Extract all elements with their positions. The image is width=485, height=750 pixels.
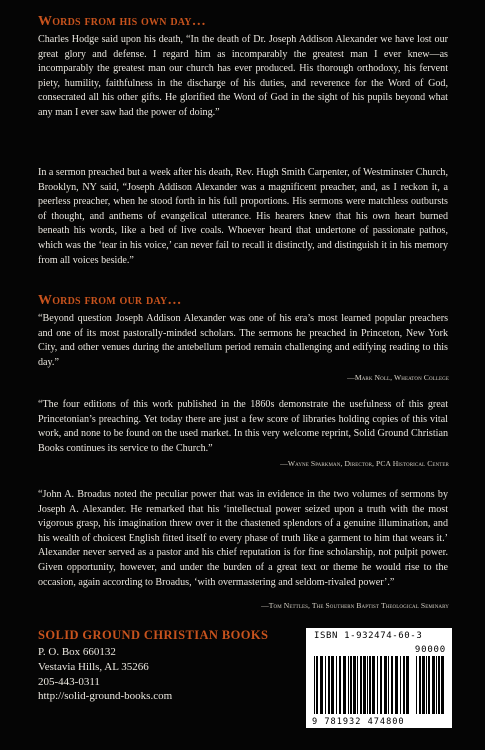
attribution-mark-noll: —Mark Noll, Wheaton College bbox=[347, 373, 449, 382]
publisher-name: SOLID GROUND CHRISTIAN BOOKS bbox=[38, 628, 269, 642]
attribution-tom-nettles: —Tom Nettles, The Southern Baptist Theological Seminary bbox=[261, 601, 449, 610]
barcode-addon-bars-icon bbox=[416, 656, 446, 714]
quote-hugh-carpenter: In a sermon preached but a week after his death, Rev. Hugh Smith Carpenter, of Westminster Church, Brooklyn, NY said, “Joseph Addison Alexander was a magnificent preacher, and, as I reckon it, a peerless preacher, when he stood forth in his full proportions. His sermons were matchless outbursts of thought, and anthems of evangelical utterance. His hearers knew that his own heart burned beneath his words, like a bed of live coals. Whoever heard that undertone of passionate pathos, which was the ‘tear in his voice,’ can never fail to recall it distinctly, and distinguish it in his memory from all voices beside.” bbox=[38, 167, 448, 266]
quote-tom-nettles: “John A. Broadus noted the peculiar power that was in evidence in the two volumes of sermons by Joseph A. Alexander. He remarked that his ‘intellectual power seized upon a truth with the most vigorous grasp, his imagination threw over it the chastened splendors of a genuine illumination, and his wealth of choicest English fitted itself to every phase of truth like a garment to him that wears it.’ Alexander never served as a pastor and his chief reputation is for fine scholarship, not pulpit power. Given opportunity, however, and under the burden of a great text or theme he would rise to the occasion, again according to Broadus, ‘with overmastering and seldom-rivaled power’.” bbox=[38, 489, 448, 588]
quote-mark-noll: “Beyond question Joseph Addison Alexander was one of his era’s most learned popular preachers and one of its most pastorally-minded scholars. The sermons he preached in Princeton, New York City, and other venues during the antebellum period remain challenging and edifying reading to this day.” bbox=[38, 313, 448, 368]
barcode-bars-icon bbox=[314, 656, 412, 714]
price-code: 90000 bbox=[414, 645, 446, 655]
publisher-po-box: P. O. Box 660132 bbox=[38, 646, 116, 658]
quote-wayne-sparkman: “The four editions of this work published in the 1860s demonstrate the usefulness of this great Princetonian’s preaching. Yet today there are just a few score of libraries holding copies of this vital work, and none to be found on the used market. In this very welcome reprint, Solid Ground Christian Books continues its service to the Church.” bbox=[38, 399, 448, 454]
isbn-label: ISBN 1-932474-60-3 bbox=[314, 631, 423, 641]
section-heading-our-day: Words from our day… bbox=[38, 293, 182, 308]
section-heading-his-day: Words from his own day… bbox=[38, 14, 206, 29]
publisher-website: http://solid-ground-books.com bbox=[38, 690, 173, 703]
publisher-city: Vestavia Hills, AL 35266 bbox=[38, 660, 149, 673]
publisher-block bbox=[38, 628, 268, 704]
publisher-phone: 205-443-0311 bbox=[38, 675, 100, 688]
attribution-wayne-sparkman: —Wayne Sparkman, Director, PCA Historical Center bbox=[280, 459, 449, 468]
barcode-number: 9 781932 474800 bbox=[312, 717, 405, 727]
isbn-barcode bbox=[306, 628, 452, 728]
quote-charles-hodge: Charles Hodge said upon his death, “In the death of Dr. Joseph Addison Alexander we have lost our great glory and defense. I regard him as incomparably the greatest man I ever knew—as incomparably the greatest man our church has ever produced. His thorough orthodoxy, his fervent piety, humility, faithfulness in the discharge of his duties, and reverence for the Word of God, consecrated all his other gifts. He glorified the Word of God in the sight of his pupils beyond what any man I ever saw had the power of doing.” bbox=[38, 34, 448, 118]
